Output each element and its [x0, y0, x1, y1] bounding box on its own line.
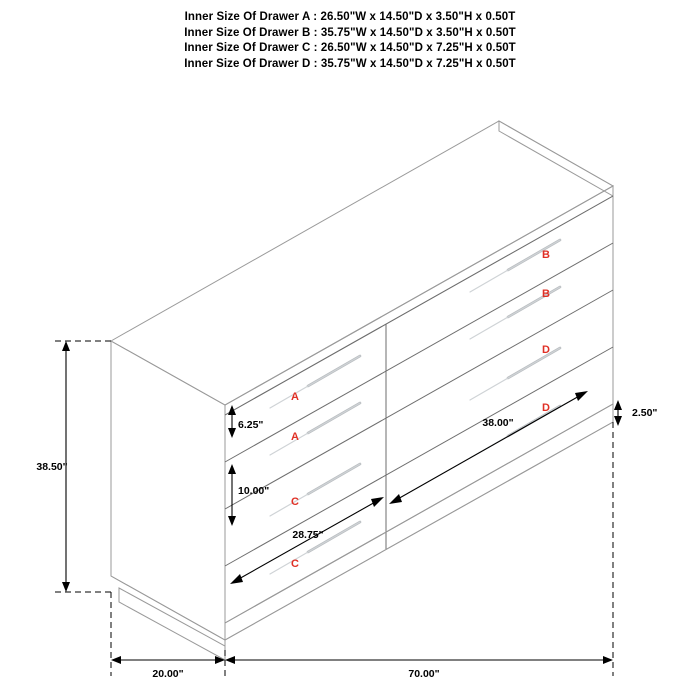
- drawer-label-d-2: D: [542, 402, 550, 414]
- dimension-drawer-small-height: [228, 405, 263, 438]
- drawer-spec-line-b: Inner Size Of Drawer B : 35.75"W x 14.50"D x 3.50"H x 0.50T: [184, 26, 516, 39]
- drawer-label-a-2: A: [291, 431, 299, 443]
- dimension-label-plinth-height: 2.50": [632, 407, 658, 419]
- side-panel-lines: [111, 576, 225, 640]
- drawer-label-b-1: B: [542, 249, 550, 261]
- dimension-label-depth: 20.00": [152, 668, 184, 680]
- dimension-depth: [111, 592, 225, 680]
- drawer-spec-line-c: Inner Size Of Drawer C : 26.50"W x 14.50"D x 7.25"H x 0.50T: [184, 42, 516, 54]
- dimension-drawer-width-wide: [389, 391, 588, 504]
- drawer-label-c-1: C: [291, 496, 299, 508]
- dimension-drawer-width-narrow: [230, 497, 384, 584]
- dimension-drawer-large-height: [228, 464, 269, 526]
- drawer-handles: [270, 240, 560, 574]
- dimension-label-total-height: 38.50": [36, 461, 68, 473]
- drawer-spec-line-d: Inner Size Of Drawer D : 35.75"W x 14.50"D x 7.25"H x 0.50T: [184, 57, 516, 70]
- drawer-label-d-1: D: [542, 344, 550, 356]
- dimension-label-width: 70.00": [408, 668, 440, 680]
- drawer-spec-line-a: Inner Size Of Drawer A : 26.50"W x 14.50"D x 3.50"H x 0.50T: [184, 11, 516, 23]
- dimension-plinth-height: [614, 400, 657, 426]
- dimension-label-drawer-width-narrow: 28.75": [292, 529, 324, 541]
- dimension-label-drawer-small-height: 6.25": [238, 419, 264, 431]
- drawer-label-b-2: B: [542, 288, 550, 300]
- dimension-label-drawer-large-height: 10.00": [238, 485, 270, 497]
- drawer-label-a-1: A: [291, 391, 299, 403]
- drawer-letter-labels: [291, 249, 550, 570]
- dimension-total-height: [36, 341, 111, 592]
- dimension-width: [225, 422, 613, 680]
- cabinet-body: [111, 121, 613, 640]
- dimension-label-drawer-width-wide: 38.00": [482, 417, 514, 429]
- drawer-label-c-2: C: [291, 558, 299, 570]
